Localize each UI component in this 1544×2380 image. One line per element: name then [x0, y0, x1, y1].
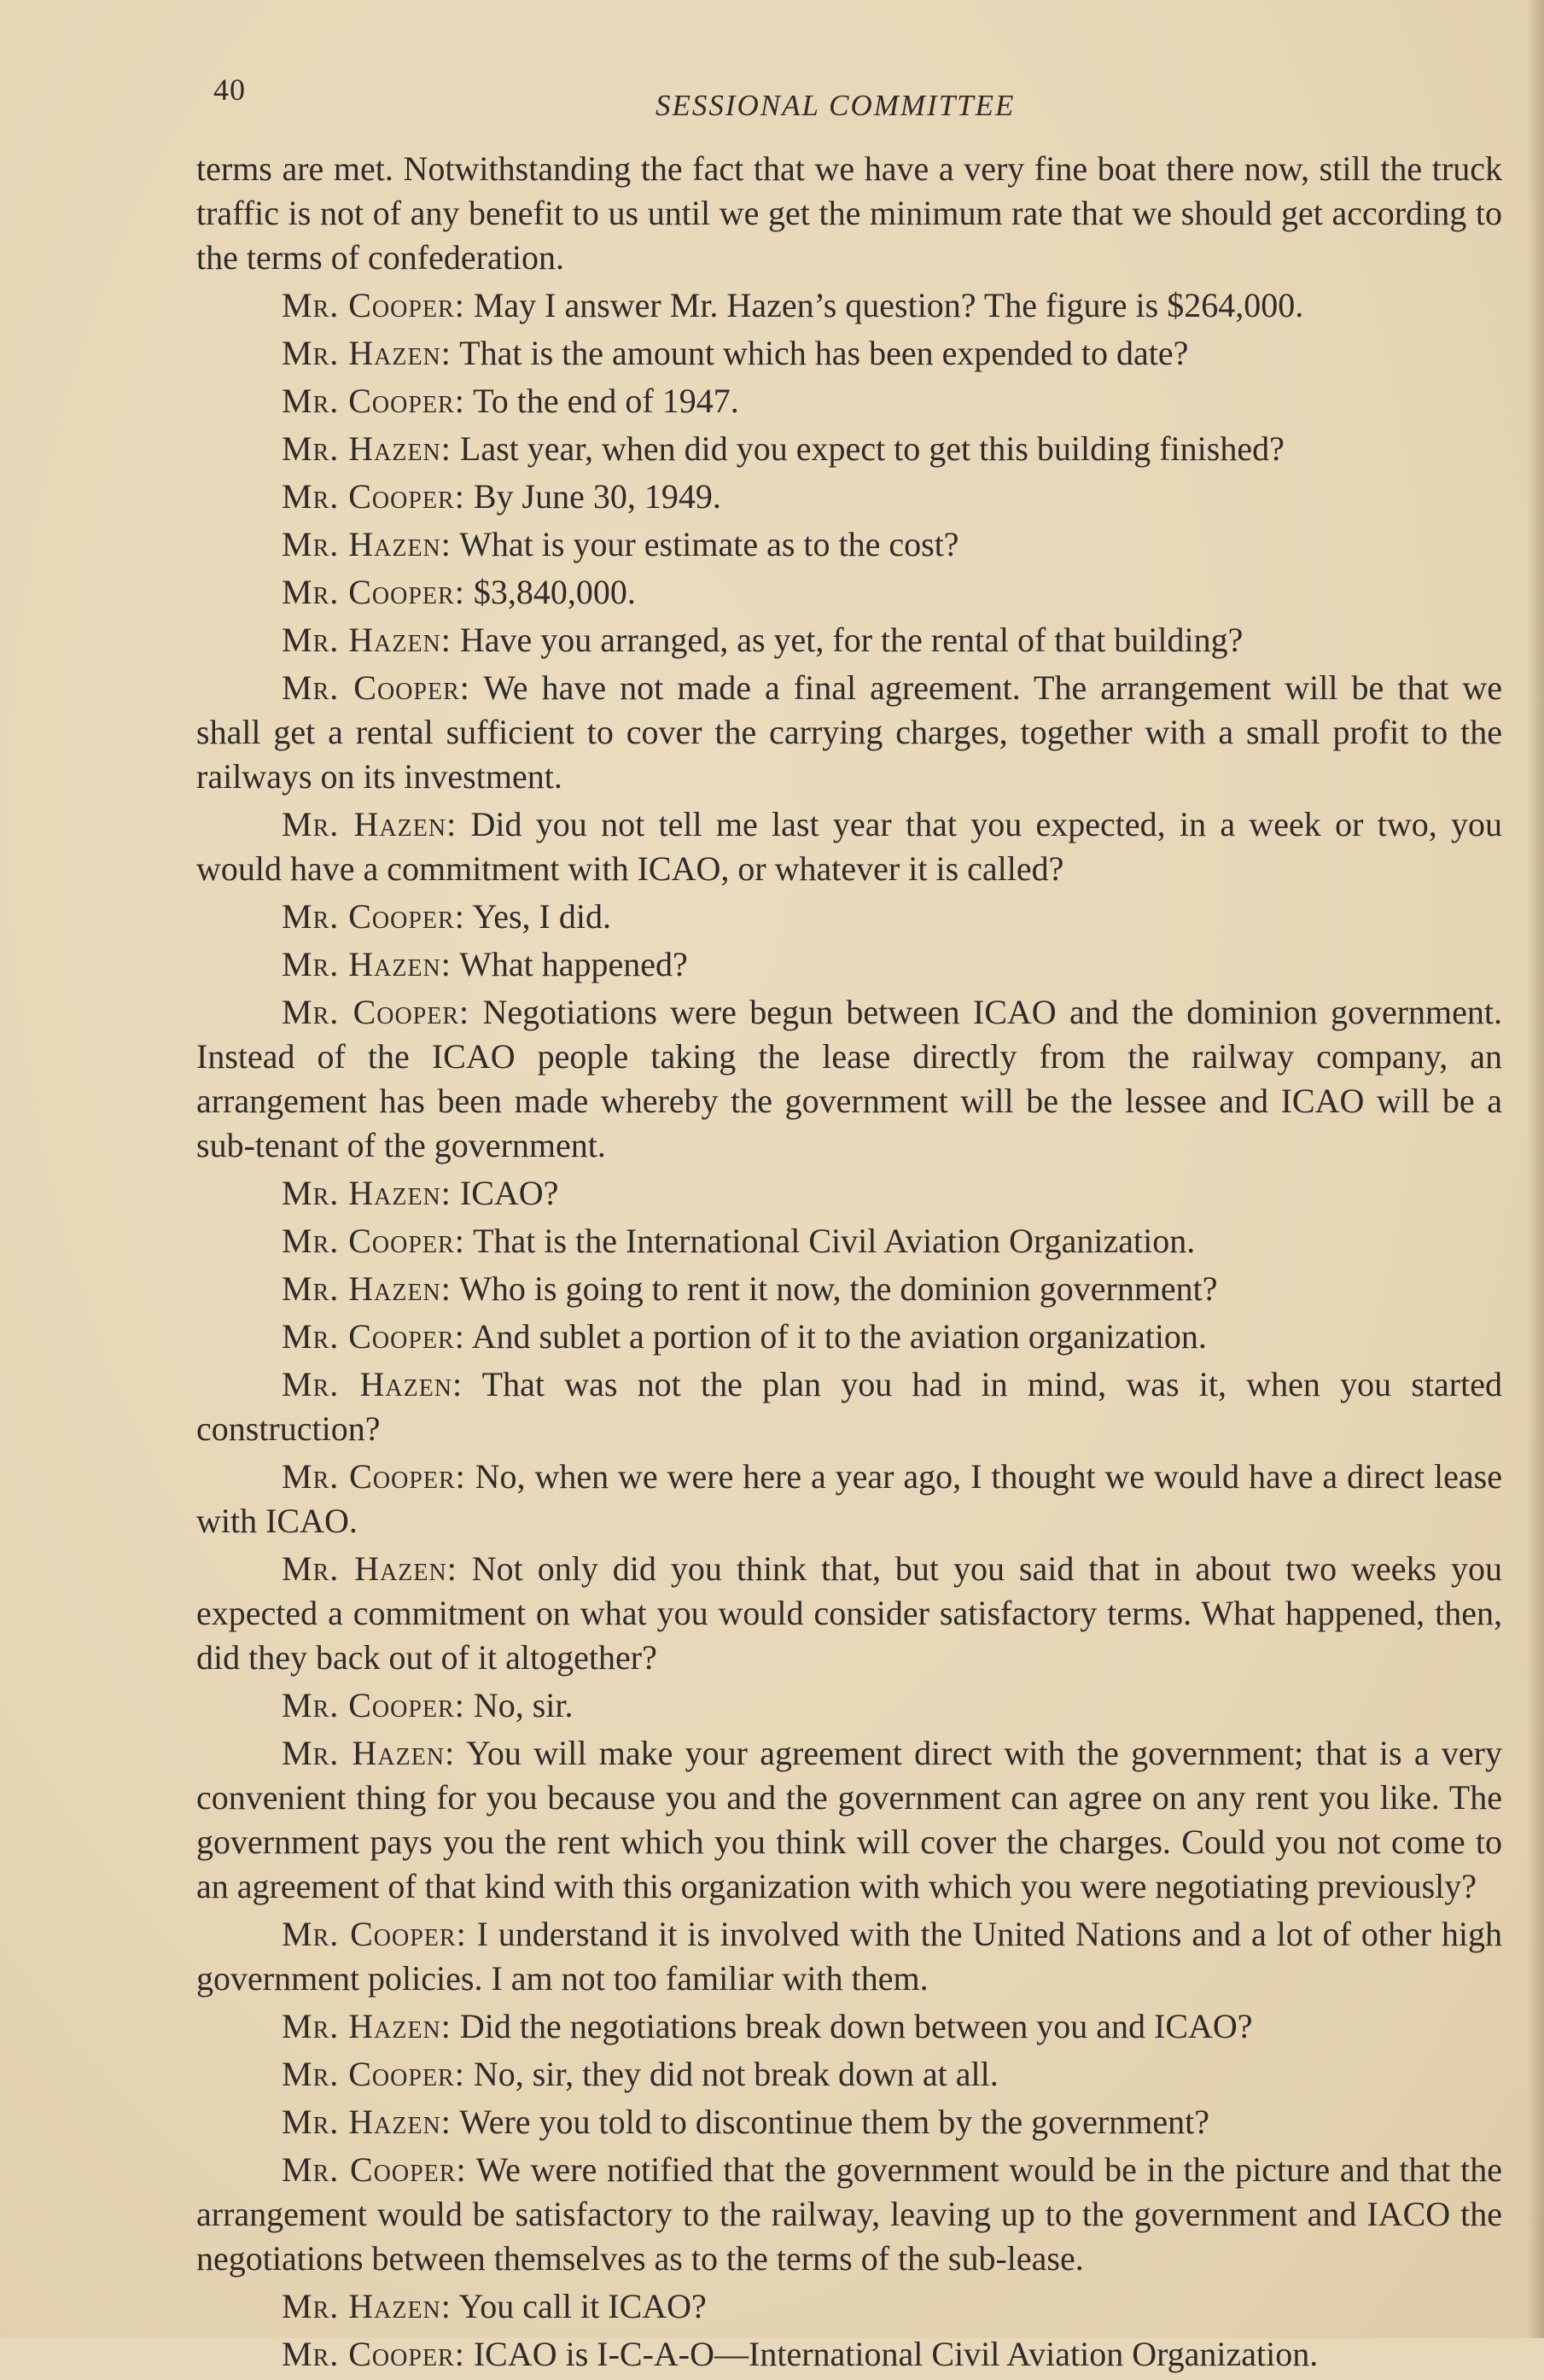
speaker-label: Mr. Hazen: [282, 1734, 456, 1772]
page-number: 40 [213, 73, 246, 107]
paragraph [196, 283, 1502, 328]
paragraph-text: ICAO? [459, 1174, 559, 1212]
paragraph-text: Were you told to discontinue them by the government? [459, 2103, 1209, 2141]
paragraph-text: Have you arranged, as yet, for the rental of that building? [459, 621, 1244, 659]
paragraph [196, 942, 1502, 987]
paragraph [196, 147, 1502, 280]
paragraph-text: You call it ICAO? [458, 2287, 707, 2325]
paragraph-text: Not only did you think that, but you said that in about two weeks you expected a commitment on what you would consider satisfactory terms. What happened, then, did they back out of it altogether? [196, 1549, 1503, 1677]
speaker-label: Mr. Cooper: [282, 286, 465, 324]
paragraph-text: That was not the plan you had in mind, was it, when you started construction? [196, 1365, 1502, 1448]
paragraph-text: We have not made a final agreement. The arrangement will be that we shall get a rental sufficient to cover the carrying charges, together with a small profit to the railways on its investment. [196, 668, 1503, 796]
speaker-label: Mr. Cooper: [282, 897, 465, 936]
paragraph [196, 2332, 1502, 2377]
paragraph [196, 2052, 1502, 2097]
paragraph-text: You will make your agreement direct with the government; that is a very convenient thing for you because you and the government can agree on any rent you like. The government pays you the rent which you think will cover the charges. Could you not come to an agreement of that kind with this organization with which you were negotiating previously? [196, 1734, 1503, 1905]
speaker-label: Mr. Cooper: [282, 1915, 467, 1953]
speaker-label: Mr. Cooper: [282, 2055, 465, 2093]
paragraph-text: That is the amount which has been expended to date? [459, 334, 1189, 372]
transcript-body [196, 147, 1502, 2380]
paragraph [196, 331, 1502, 376]
paragraph [196, 1731, 1502, 1909]
paragraph [196, 522, 1502, 567]
speaker-label: Mr. Hazen: [282, 1365, 463, 1403]
paragraph [196, 1455, 1502, 1543]
paragraph-text: To the end of 1947. [473, 382, 739, 420]
speaker-label: Mr. Cooper: [282, 1686, 465, 1724]
speaker-label: Mr. Cooper: [282, 993, 470, 1031]
paragraph-text: Negotiations were begun between ICAO and the dominion government. Instead of the ICAO people taking the lease directly from the railway company, an arrangement has been made whereby the government will be the lessee and ICAO will be a sub-tenant of the government. [196, 993, 1503, 1164]
speaker-label: Mr. Hazen: [282, 1549, 457, 1588]
paragraph [196, 1267, 1502, 1311]
speaker-label: Mr. Hazen: [282, 945, 452, 983]
paragraph-text: No, sir, they did not break down at all. [473, 2055, 999, 2093]
paragraph [196, 570, 1502, 615]
paragraph-text: By June 30, 1949. [473, 477, 721, 516]
paragraph [196, 1315, 1502, 1359]
speaker-label: Mr. Hazen: [282, 2103, 452, 2141]
speaker-label: Mr. Cooper: [282, 573, 465, 611]
paragraph-text: What is your estimate as to the cost? [459, 525, 959, 563]
speaker-label: Mr. Hazen: [282, 2287, 452, 2325]
paragraph [196, 379, 1502, 423]
speaker-label: Mr. Hazen: [282, 621, 452, 659]
paragraph-text: I understand it is involved with the United Nations and a lot of other high government policies. I am not too familiar with them. [196, 1915, 1503, 1998]
page-edge-shadow [1527, 0, 1544, 2338]
paragraph [196, 1912, 1502, 2001]
speaker-label: Mr. Hazen: [282, 1174, 452, 1212]
paragraph [196, 990, 1502, 1168]
speaker-label: Mr. Hazen: [282, 334, 452, 372]
paragraph-text: What happened? [459, 945, 688, 983]
speaker-label: Mr. Hazen: [282, 805, 457, 843]
speaker-label: Mr. Hazen: [282, 429, 452, 468]
paragraph [196, 2284, 1502, 2329]
paragraph-text: No, when we were here a year ago, I thought we would have a direct lease with ICAO. [196, 1457, 1502, 1540]
paragraph-text: Did the negotiations break down between you and ICAO? [459, 2007, 1253, 2045]
speaker-label: Mr. Cooper: [282, 1457, 466, 1496]
paragraph-text: May I answer Mr. Hazen’s question? The figure is $264,000. [473, 286, 1304, 324]
speaker-label: Mr. Cooper: [282, 668, 470, 707]
paragraph [196, 1362, 1502, 1451]
speaker-label: Mr. Cooper: [282, 1222, 465, 1260]
paragraph-text: ICAO is I-C-A-O—International Civil Aviation Organization. [473, 2335, 1319, 2373]
paragraph-text: Did you not tell me last year that you expected, in a week or two, you would have a commitment with ICAO, or whatever it is called? [196, 805, 1503, 888]
speaker-label: Mr. Cooper: [282, 2150, 467, 2189]
speaker-label: Mr. Hazen: [282, 525, 452, 563]
paragraph-text: We were notified that the government would be in the picture and that the arrangement would be satisfactory to the railway, leaving up to the government and IACO the negotiations between themselves as to the terms of the sub-lease. [196, 2150, 1503, 2278]
paragraph [196, 618, 1502, 662]
speaker-label: Mr. Cooper: [282, 382, 465, 420]
paragraph [196, 475, 1502, 519]
paragraph-text: That is the International Civil Aviation Organization. [473, 1222, 1196, 1260]
paragraph-text: Last year, when did you expect to get this building finished? [459, 429, 1285, 468]
speaker-label: Mr. Cooper: [282, 2335, 465, 2373]
paragraph [196, 427, 1502, 471]
paragraph [196, 2148, 1502, 2281]
speaker-label: Mr. Cooper: [282, 1317, 465, 1356]
paragraph [196, 1683, 1502, 1728]
paragraph-text: terms are met. Notwithstanding the fact that we have a very fine boat there now, still the truck traffic is not of any benefit to us until we get the minimum rate that we should get according to the terms of confederation. [196, 149, 1502, 277]
paragraph-text: $3,840,000. [473, 573, 636, 611]
paragraph [196, 802, 1502, 891]
paragraph [196, 1171, 1502, 1216]
paragraph [196, 2004, 1502, 2049]
speaker-label: Mr. Hazen: [282, 1269, 452, 1308]
paragraph [196, 666, 1502, 799]
paragraph [196, 895, 1502, 939]
speaker-label: Mr. Hazen: [282, 2007, 452, 2045]
paragraph [196, 2100, 1502, 2144]
paragraph [196, 1547, 1502, 1680]
paragraph-text: Who is going to rent it now, the dominion government? [459, 1269, 1218, 1308]
speaker-label: Mr. Cooper: [282, 477, 465, 516]
paragraph-text: Yes, I did. [472, 897, 611, 936]
paragraph [196, 1219, 1502, 1263]
paragraph-text: And sublet a portion of it to the aviation organization. [471, 1317, 1207, 1356]
paragraph-text: No, sir. [473, 1686, 574, 1724]
running-head: SESSIONAL COMMITTEE [655, 89, 1016, 122]
